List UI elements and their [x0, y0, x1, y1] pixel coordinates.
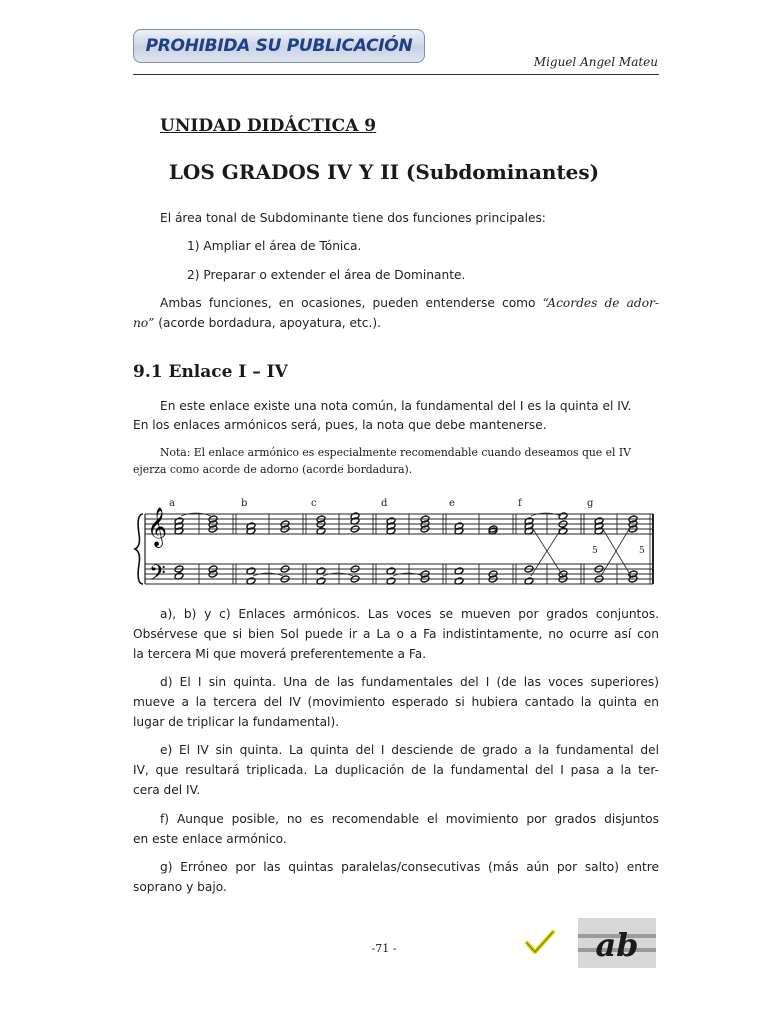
tie [531, 513, 561, 516]
treble-clef-icon: 𝄞 [147, 507, 168, 547]
explanation-line: lugar de triplicar la fundamental). [133, 715, 340, 729]
grand-staff-brace [135, 514, 143, 584]
note [133, 444, 659, 478]
intro-italic-term: “Acordes de ador- [542, 296, 659, 310]
explanation-line: soprano y bajo. [133, 880, 227, 894]
explanation-line: a), b) y c) Enlaces armónicos. Las voces se mueven por grados conjuntos. [160, 607, 659, 621]
example-label-d: d [381, 498, 388, 509]
example-label-e: e [449, 498, 455, 509]
explanation-line: mueve a la tercera del IV (movimiento esperado si hubiera cantado la quinta en [133, 695, 659, 709]
checkmark-icon [524, 928, 556, 956]
example-label-f: f [518, 498, 522, 509]
explanation-f [133, 809, 659, 849]
section-heading: 9.1 Enlace I – IV [133, 362, 288, 382]
staff-lines [145, 514, 653, 584]
explanation-a-b-c [133, 604, 659, 664]
tie [181, 513, 211, 516]
chapter-title: LOS GRADOS IV Y II (Subdominantes) [168, 160, 600, 184]
explanation-line: en este enlace armónico. [133, 832, 287, 846]
example-label-b: b [241, 498, 248, 509]
example-label-c: c [311, 498, 317, 509]
intro-paragraph-2-line-1 [133, 293, 659, 313]
intro-paragraph-2-line-2 [133, 313, 381, 333]
header-rule [133, 74, 659, 75]
intro-italic-term-end: no” [133, 316, 155, 330]
publisher-logo [578, 918, 656, 968]
publication-banner: PROHIBIDA SU PUBLICACIÓN [133, 29, 425, 63]
intro-text-end: (acorde bordadura, apoyatura, etc.). [154, 316, 382, 330]
explanation-line: cera del IV. [133, 783, 201, 797]
fifth-mark-1: 5 [592, 546, 598, 556]
explanation-line: f) Aunque posible, no es recomendable el movimiento por grados disjuntos [160, 812, 659, 826]
page-number: -71 - [371, 942, 397, 955]
tie [253, 573, 283, 576]
explanation-line: g) Erróneo por las quintas paralelas/consecutivas (más aún por salto) entre [160, 860, 659, 874]
explanation-g [133, 857, 659, 897]
unit-title: UNIDAD DIDÁCTICA 9 [160, 116, 377, 136]
intro-paragraph: El área tonal de Subdominante tiene dos funciones principales: [160, 211, 546, 225]
example-label-a: a [169, 498, 175, 509]
explanation-line: e) El IV sin quinta. La quinta del I desciende de grado a la fundamental del [160, 743, 659, 757]
intro-item-1: 1) Ampliar el área de Tónica. [187, 239, 362, 253]
intro-text: Ambas funciones, en ocasiones, pueden entenderse como [160, 296, 543, 310]
example-label-g: g [587, 498, 594, 509]
logo-text: ab [595, 926, 639, 964]
intro-item-2: 2) Preparar o extender el área de Dominante. [187, 268, 466, 282]
ties-and-lines [181, 513, 631, 576]
tie [323, 573, 353, 576]
explanation-line: la tercera Mi que moverá preferentemente a Fa. [133, 647, 427, 661]
barlines [145, 514, 653, 584]
explanation-line: IV, que resultará triplicada. La duplicación de la fundamental del I pasa a la ter- [133, 763, 659, 777]
explanation-e [133, 740, 659, 800]
note-line-2: ejerza como acorde de adorno (acorde bordadura). [133, 463, 413, 476]
explanation-d [133, 672, 659, 732]
tie [393, 573, 423, 576]
fifth-mark-2: 5 [639, 546, 645, 556]
music-example [133, 494, 659, 594]
author-name: Miguel Angel Mateu [533, 55, 658, 69]
note-line-1: Nota: El enlace armónico es especialmente recomendable cuando deseamos que el IV [160, 446, 631, 459]
section-paragraph-line-1: En este enlace existe una nota común, la fundamental del I es la quinta el IV. [160, 399, 632, 413]
bass-clef-icon: 𝄢 [149, 561, 166, 591]
explanation-line: d) El I sin quinta. Una de las fundamentales del I (de las voces superiores) [160, 675, 659, 689]
explanation-line: Obsérvese que si bien Sol puede ir a La o a Fa indistintamente, no ocurre así con [133, 627, 659, 641]
section-paragraph-line-2: En los enlaces armónicos será, pues, la nota que debe mantenerse. [133, 418, 547, 432]
